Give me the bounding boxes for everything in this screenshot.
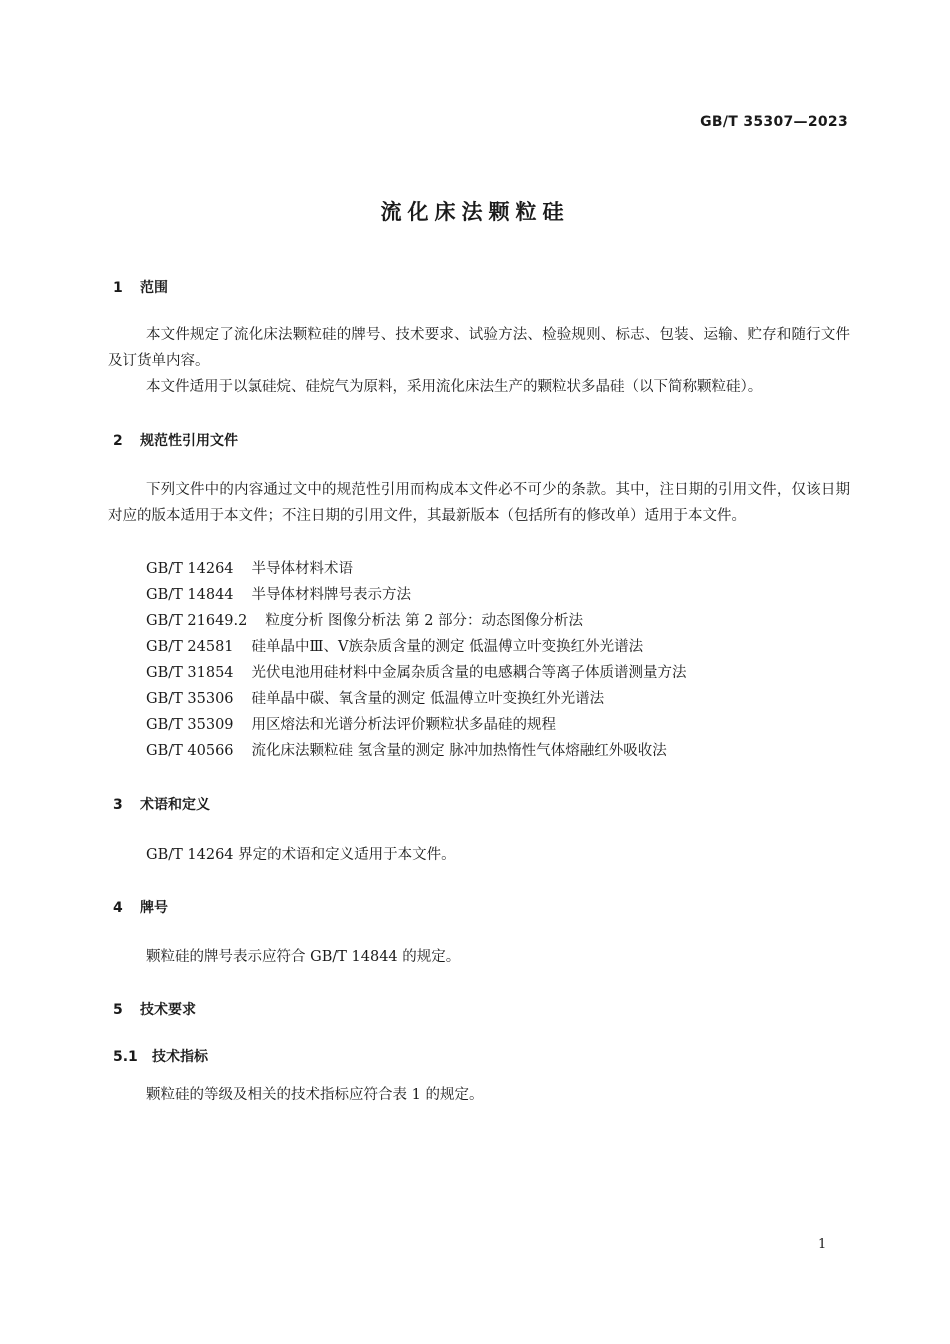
section-number: 3 bbox=[113, 797, 123, 813]
terms-paragraph: GB/T 14264 界定的术语和定义适用于本文件。 bbox=[146, 847, 456, 863]
scope-paragraph-1: 本文件规定了流化床法颗粒硅的牌号、技术要求、试验方法、检验规则、标志、包装、运输、贮存和随行文件及订货单内容。 bbox=[108, 327, 850, 369]
reference-code: GB/T 14264 bbox=[146, 561, 234, 577]
section-3-heading bbox=[113, 794, 210, 814]
scope-paragraph-2: 本文件适用于以氯硅烷、硅烷气为原料，采用流化床法生产的颗粒状多晶硅（以下简称颗粒硅）。 bbox=[146, 379, 763, 395]
section-2-heading bbox=[113, 430, 238, 450]
reference-code: GB/T 24581 bbox=[146, 639, 234, 655]
section-title: 范围 bbox=[140, 280, 168, 296]
section-4-heading bbox=[113, 897, 168, 917]
section-1-heading bbox=[113, 277, 168, 297]
page-number: 1 bbox=[818, 1237, 827, 1252]
reference-title: 流化床法颗粒硅 氢含量的测定 脉冲加热惰性气体熔融红外吸收法 bbox=[251, 743, 667, 759]
reference-title: 硅单晶中碳、氧含量的测定 低温傅立叶变换红外光谱法 bbox=[251, 691, 605, 707]
reference-item bbox=[146, 609, 583, 630]
standard-number: GB/T 35307—2023 bbox=[700, 114, 848, 130]
reference-title: 粒度分析 图像分析法 第 2 部分：动态图像分析法 bbox=[265, 613, 584, 629]
grade-paragraph: 颗粒硅的牌号表示应符合 GB/T 14844 的规定。 bbox=[146, 949, 461, 965]
section-title: 技术指标 bbox=[152, 1049, 208, 1065]
reference-code: GB/T 14844 bbox=[146, 587, 234, 603]
reference-item bbox=[146, 557, 353, 578]
reference-code: GB/T 35309 bbox=[146, 717, 234, 733]
section-title: 术语和定义 bbox=[140, 797, 210, 813]
reference-code: GB/T 35306 bbox=[146, 691, 234, 707]
reference-code: GB/T 21649.2 bbox=[146, 613, 248, 629]
reference-title: 用区熔法和光谱分析法评价颗粒状多晶硅的规程 bbox=[251, 717, 557, 733]
section-title: 技术要求 bbox=[140, 1002, 196, 1018]
reference-item bbox=[146, 713, 556, 734]
reference-item bbox=[146, 583, 411, 604]
reference-code: GB/T 40566 bbox=[146, 743, 234, 759]
section-number: 5.1 bbox=[113, 1049, 138, 1065]
reference-title: 半导体材料术语 bbox=[251, 561, 354, 577]
section-number: 4 bbox=[113, 900, 123, 916]
reference-code: GB/T 31854 bbox=[146, 665, 234, 681]
reference-title: 硅单晶中Ⅲ、Ⅴ族杂质含量的测定 低温傅立叶变换红外光谱法 bbox=[251, 639, 644, 655]
specs-paragraph: 颗粒硅的等级及相关的技术指标应符合表 1 的规定。 bbox=[146, 1087, 484, 1103]
subsection-5-1-heading bbox=[113, 1046, 208, 1066]
section-number: 1 bbox=[113, 280, 123, 296]
reference-item bbox=[146, 739, 667, 760]
section-title: 规范性引用文件 bbox=[140, 433, 238, 449]
section-number: 2 bbox=[113, 433, 123, 449]
document-title: 流化床法颗粒硅 bbox=[380, 200, 570, 224]
reference-item bbox=[146, 635, 643, 656]
section-title: 牌号 bbox=[140, 900, 168, 916]
section-number: 5 bbox=[113, 1002, 123, 1018]
reference-title: 半导体材料牌号表示方法 bbox=[251, 587, 412, 603]
reference-title: 光伏电池用硅材料中金属杂质含量的电感耦合等离子体质谱测量方法 bbox=[251, 665, 687, 681]
references-intro: 下列文件中的内容通过文中的规范性引用而构成本文件必不可少的条款。其中，注日期的引用文件，仅该日期对应的版本适用于本文件；不注日期的引用文件，其最新版本（包括所有的修改单）适用于本文件。 bbox=[108, 482, 850, 524]
reference-item bbox=[146, 661, 687, 682]
reference-item bbox=[146, 687, 604, 708]
section-5-heading bbox=[113, 999, 196, 1019]
